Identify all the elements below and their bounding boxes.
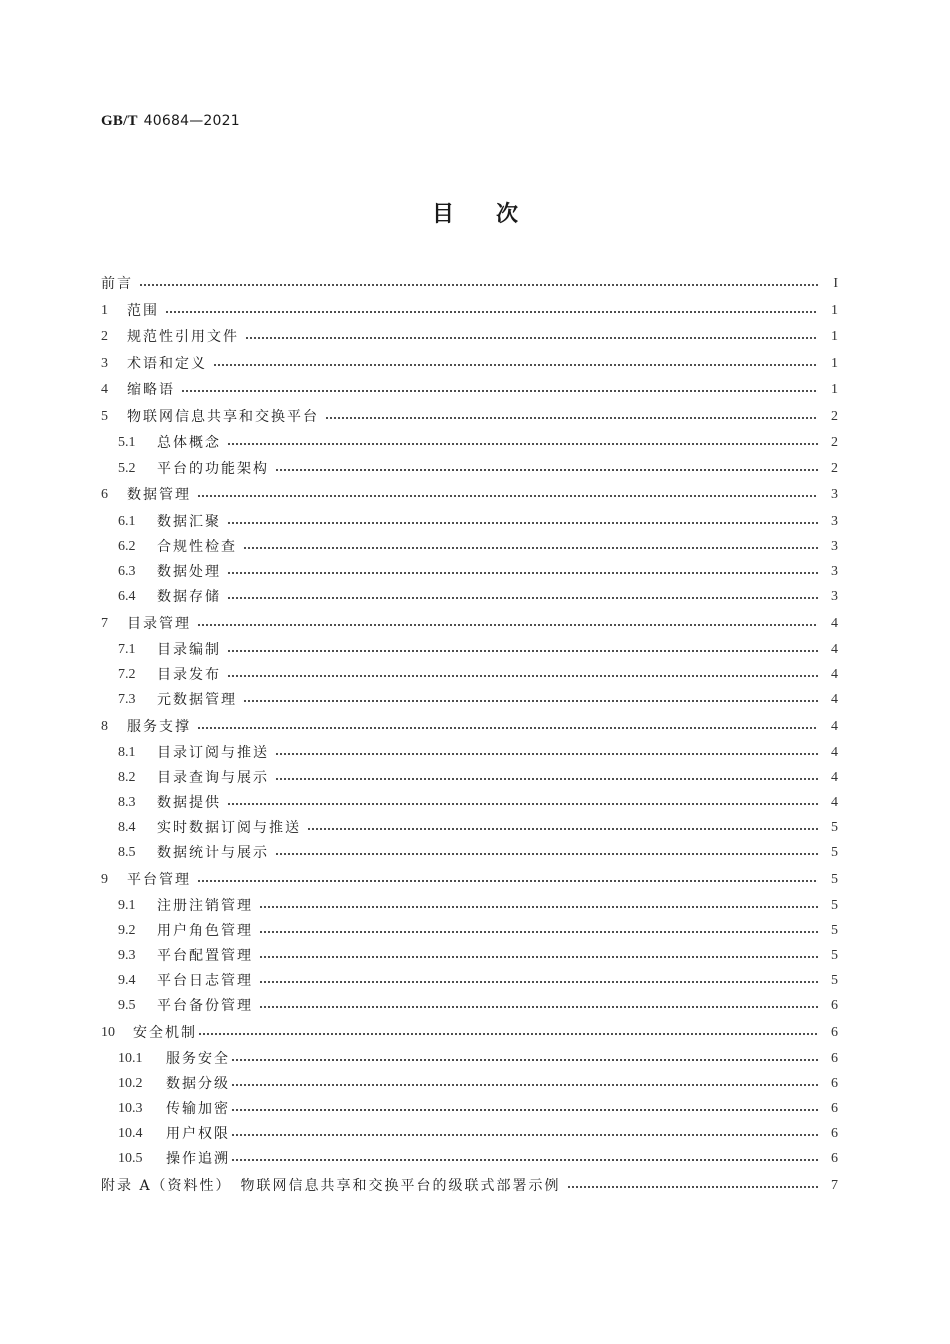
toc-entry-number: 7.3 [118, 692, 136, 707]
toc-entry-page: 6 [831, 1076, 838, 1091]
standard-code [101, 113, 240, 130]
dot-leader [243, 536, 818, 558]
toc-entry-number: 2 [101, 329, 108, 344]
dot-leader [197, 613, 818, 635]
toc-entry-page: 6 [831, 1126, 838, 1141]
toc-entry-number: 4 [101, 382, 108, 397]
toc-entry-9-2[interactable] [101, 920, 838, 942]
toc-entry-label: 规范性引用文件 [127, 329, 239, 345]
standard-number: 40684—2021 [143, 113, 240, 129]
toc-entry-9-1[interactable] [101, 895, 838, 917]
toc-entry-1[interactable] [101, 300, 838, 322]
toc-entry-label: 注册注销管理 [157, 898, 253, 914]
dot-leader [227, 432, 818, 454]
toc-entry-label: 数据管理 [127, 487, 191, 503]
toc-entry-8-3[interactable] [101, 792, 838, 814]
toc-entry-5[interactable] [101, 406, 838, 428]
toc-entry-7-1[interactable] [101, 639, 838, 661]
toc-entry-page: 2 [831, 409, 838, 424]
toc-entry-label: 数据存储 [157, 589, 221, 605]
dot-leader [181, 379, 818, 401]
toc-entry-number: 9.4 [118, 973, 136, 988]
toc-entry-label: 实时数据订阅与推送 [157, 820, 301, 836]
toc-entry-number: 9.5 [118, 998, 136, 1013]
dot-leader [213, 353, 818, 375]
toc-entry-page: 4 [831, 667, 838, 682]
toc-entry-page: 4 [831, 642, 838, 657]
toc-entry-3[interactable] [101, 353, 838, 375]
toc-entry-number: 8.3 [118, 795, 136, 810]
toc-entry-number: 9.1 [118, 898, 136, 913]
toc-entry-10[interactable] [101, 1022, 838, 1044]
toc-entry-label: 服务安全 [166, 1051, 230, 1067]
toc-entry-10-1[interactable] [101, 1048, 838, 1070]
toc-entry-number: 6.3 [118, 564, 136, 579]
toc-entry-number: 1 [101, 303, 108, 318]
dot-leader [259, 895, 818, 917]
toc-entry-number: 10.5 [118, 1151, 143, 1166]
toc-entry-label: 术语和定义 [127, 356, 207, 372]
toc-entry-8-5[interactable] [101, 842, 838, 864]
toc-entry-label: 数据提供 [157, 795, 221, 811]
toc-entry-label: 元数据管理 [157, 692, 237, 708]
toc-entry-page: 6 [831, 1151, 838, 1166]
toc-entry-label: 目录编制 [157, 642, 221, 658]
toc-entry-page: 5 [831, 820, 838, 835]
toc-entry-page: 3 [831, 514, 838, 529]
toc-entry-6-4[interactable] [101, 586, 838, 608]
toc-entry-6-1[interactable] [101, 511, 838, 533]
toc-entry-7-2[interactable] [101, 664, 838, 686]
dot-leader [245, 326, 818, 348]
toc-entry-page: 6 [831, 1025, 838, 1040]
toc-entry-label: 数据统计与展示 [157, 845, 269, 861]
dot-leader [197, 869, 818, 891]
toc-entry-label: 传输加密 [166, 1101, 230, 1117]
dot-leader [259, 920, 818, 942]
toc-entry-label: 目录发布 [157, 667, 221, 683]
toc-entry-number: 9.2 [118, 923, 136, 938]
toc-entry-label: 服务支撑 [127, 719, 191, 735]
toc-entry-number: 8.4 [118, 820, 136, 835]
toc-entry-label: 用户角色管理 [157, 923, 253, 939]
toc-entry-number: 10.4 [118, 1126, 143, 1141]
toc-entry-page: 2 [831, 435, 838, 450]
toc-entry-number: 10.2 [118, 1076, 143, 1091]
toc-entry-label: 平台配置管理 [157, 948, 253, 964]
dot-leader [227, 586, 818, 608]
toc-entry-number: 7.1 [118, 642, 136, 657]
toc-entry-8-4[interactable] [101, 817, 838, 839]
dot-leader [165, 300, 818, 322]
dot-leader [198, 1022, 818, 1044]
toc-entry-page: 5 [831, 872, 838, 887]
toc-entry-page: 4 [831, 795, 838, 810]
toc-entry-9-4[interactable] [101, 970, 838, 992]
dot-leader [197, 484, 818, 506]
toc-entry-label: 缩略语 [127, 382, 175, 398]
dot-leader [275, 767, 818, 789]
toc-entry-label: 平台日志管理 [157, 973, 253, 989]
toc-entry-label: 用户权限 [166, 1126, 230, 1142]
toc-entry-5-2[interactable] [101, 458, 838, 480]
toc-entry-number: 9 [101, 872, 108, 887]
toc-entry-number: 5 [101, 409, 108, 424]
toc-entry-label: 目录管理 [127, 616, 191, 632]
dot-leader [227, 561, 818, 583]
page-title: 目次 [431, 202, 560, 227]
toc-entry-page: 6 [831, 1051, 838, 1066]
dot-leader [227, 792, 818, 814]
toc-entry-page: 1 [831, 303, 838, 318]
dot-leader [197, 716, 818, 738]
dot-leader [227, 664, 818, 686]
toc-entry-number: 5.2 [118, 461, 136, 476]
dot-leader [231, 1073, 818, 1095]
dot-leader [139, 273, 818, 295]
dot-leader [231, 1148, 818, 1170]
toc-entry-number: 8 [101, 719, 108, 734]
toc-entry-4[interactable] [101, 379, 838, 401]
toc-entry-appendix-a[interactable] [101, 1175, 838, 1197]
toc-entry-label: 目录订阅与推送 [157, 745, 269, 761]
dot-leader [231, 1098, 818, 1120]
toc-entry-label: 平台备份管理 [157, 998, 253, 1014]
toc-entry-number: 6 [101, 487, 108, 502]
toc-entry-page: 4 [831, 692, 838, 707]
dot-leader [307, 817, 818, 839]
toc-entry-page: 1 [831, 356, 838, 371]
toc-entry-number: 6.1 [118, 514, 136, 529]
toc-entry-label: 安全机制 [133, 1025, 197, 1041]
dot-leader [259, 945, 818, 967]
toc-entry-9-5[interactable] [101, 995, 838, 1017]
toc-entry-10-4[interactable] [101, 1123, 838, 1145]
toc-entry-label: 操作追溯 [166, 1151, 230, 1167]
toc-entry-page: 5 [831, 898, 838, 913]
toc-entry-number: 8.2 [118, 770, 136, 785]
toc-entry-8[interactable] [101, 716, 838, 738]
toc-entry-9-3[interactable] [101, 945, 838, 967]
toc-entry-page: 1 [831, 329, 838, 344]
toc-entry-label: 数据汇聚 [157, 514, 221, 530]
toc-entry-page: 3 [831, 487, 838, 502]
toc-entry-6-3[interactable] [101, 561, 838, 583]
toc-entry-label: 平台的功能架构 [157, 461, 269, 477]
toc-entry-page: 4 [831, 770, 838, 785]
toc-entry-page: 4 [831, 719, 838, 734]
dot-leader [275, 458, 818, 480]
toc-entry-label: 范围 [127, 303, 159, 319]
toc-entry-page: I [833, 276, 838, 291]
toc-entry-10-2[interactable] [101, 1073, 838, 1095]
toc-entry-5-1[interactable] [101, 432, 838, 454]
toc-entry-number: 6.4 [118, 589, 136, 604]
toc-entry-page: 7 [831, 1178, 838, 1193]
toc-entry-label: 数据分级 [166, 1076, 230, 1092]
toc-entry-7[interactable] [101, 613, 838, 635]
toc-entry-page: 6 [831, 1101, 838, 1116]
toc-entry-2[interactable] [101, 326, 838, 348]
toc-entry-number: 7.2 [118, 667, 136, 682]
dot-leader [275, 742, 818, 764]
toc-entry-label: 总体概念 [157, 435, 221, 451]
toc-entry-number: 6.2 [118, 539, 136, 554]
toc-entry-number: 8.1 [118, 745, 136, 760]
toc-entry-8-2[interactable] [101, 767, 838, 789]
dot-leader [243, 689, 818, 711]
toc-entry-10-5[interactable] [101, 1148, 838, 1170]
toc-entry-page: 5 [831, 923, 838, 938]
toc-entry-label: 物联网信息共享和交换平台 [127, 409, 319, 425]
dot-leader [227, 511, 818, 533]
toc-entry-page: 5 [831, 845, 838, 860]
toc-entry-label: 数据处理 [157, 564, 221, 580]
dot-leader [275, 842, 818, 864]
toc-entry-page: 5 [831, 948, 838, 963]
toc-entry-page: 1 [831, 382, 838, 397]
toc-entry-foreword[interactable] [101, 273, 838, 295]
toc-entry-7-3[interactable] [101, 689, 838, 711]
toc-entry-number: 10.3 [118, 1101, 143, 1116]
toc-entry-label: 前言 [101, 276, 133, 292]
toc-entry-number: 8.5 [118, 845, 136, 860]
dot-leader [259, 995, 818, 1017]
toc-entry-page: 3 [831, 564, 838, 579]
toc-entry-label: 附录 A（资料性） 物联网信息共享和交换平台的级联式部署示例 [101, 1178, 561, 1194]
toc-entry-10-3[interactable] [101, 1098, 838, 1120]
standard-prefix: GB/T [101, 113, 138, 129]
toc-entry-number: 7 [101, 616, 108, 631]
dot-leader [259, 970, 818, 992]
toc-entry-page: 5 [831, 973, 838, 988]
dot-leader [325, 406, 818, 428]
toc-entry-label: 平台管理 [127, 872, 191, 888]
toc-entry-number: 10 [101, 1025, 115, 1040]
dot-leader [567, 1175, 818, 1197]
dot-leader [231, 1048, 818, 1070]
toc-entry-label: 合规性检查 [157, 539, 237, 555]
toc-entry-9[interactable] [101, 869, 838, 891]
toc-entry-label: 目录查询与展示 [157, 770, 269, 786]
toc-entry-number: 5.1 [118, 435, 136, 450]
toc-entry-page: 3 [831, 539, 838, 554]
toc-entry-page: 4 [831, 616, 838, 631]
toc-entry-number: 10.1 [118, 1051, 143, 1066]
toc-entry-number: 3 [101, 356, 108, 371]
toc-entry-8-1[interactable] [101, 742, 838, 764]
toc-entry-number: 9.3 [118, 948, 136, 963]
toc-entry-page: 6 [831, 998, 838, 1013]
dot-leader [231, 1123, 818, 1145]
toc-entry-6[interactable] [101, 484, 838, 506]
toc-entry-6-2[interactable] [101, 536, 838, 558]
toc-entry-page: 4 [831, 745, 838, 760]
dot-leader [227, 639, 818, 661]
toc-entry-page: 3 [831, 589, 838, 604]
toc-entry-page: 2 [831, 461, 838, 476]
